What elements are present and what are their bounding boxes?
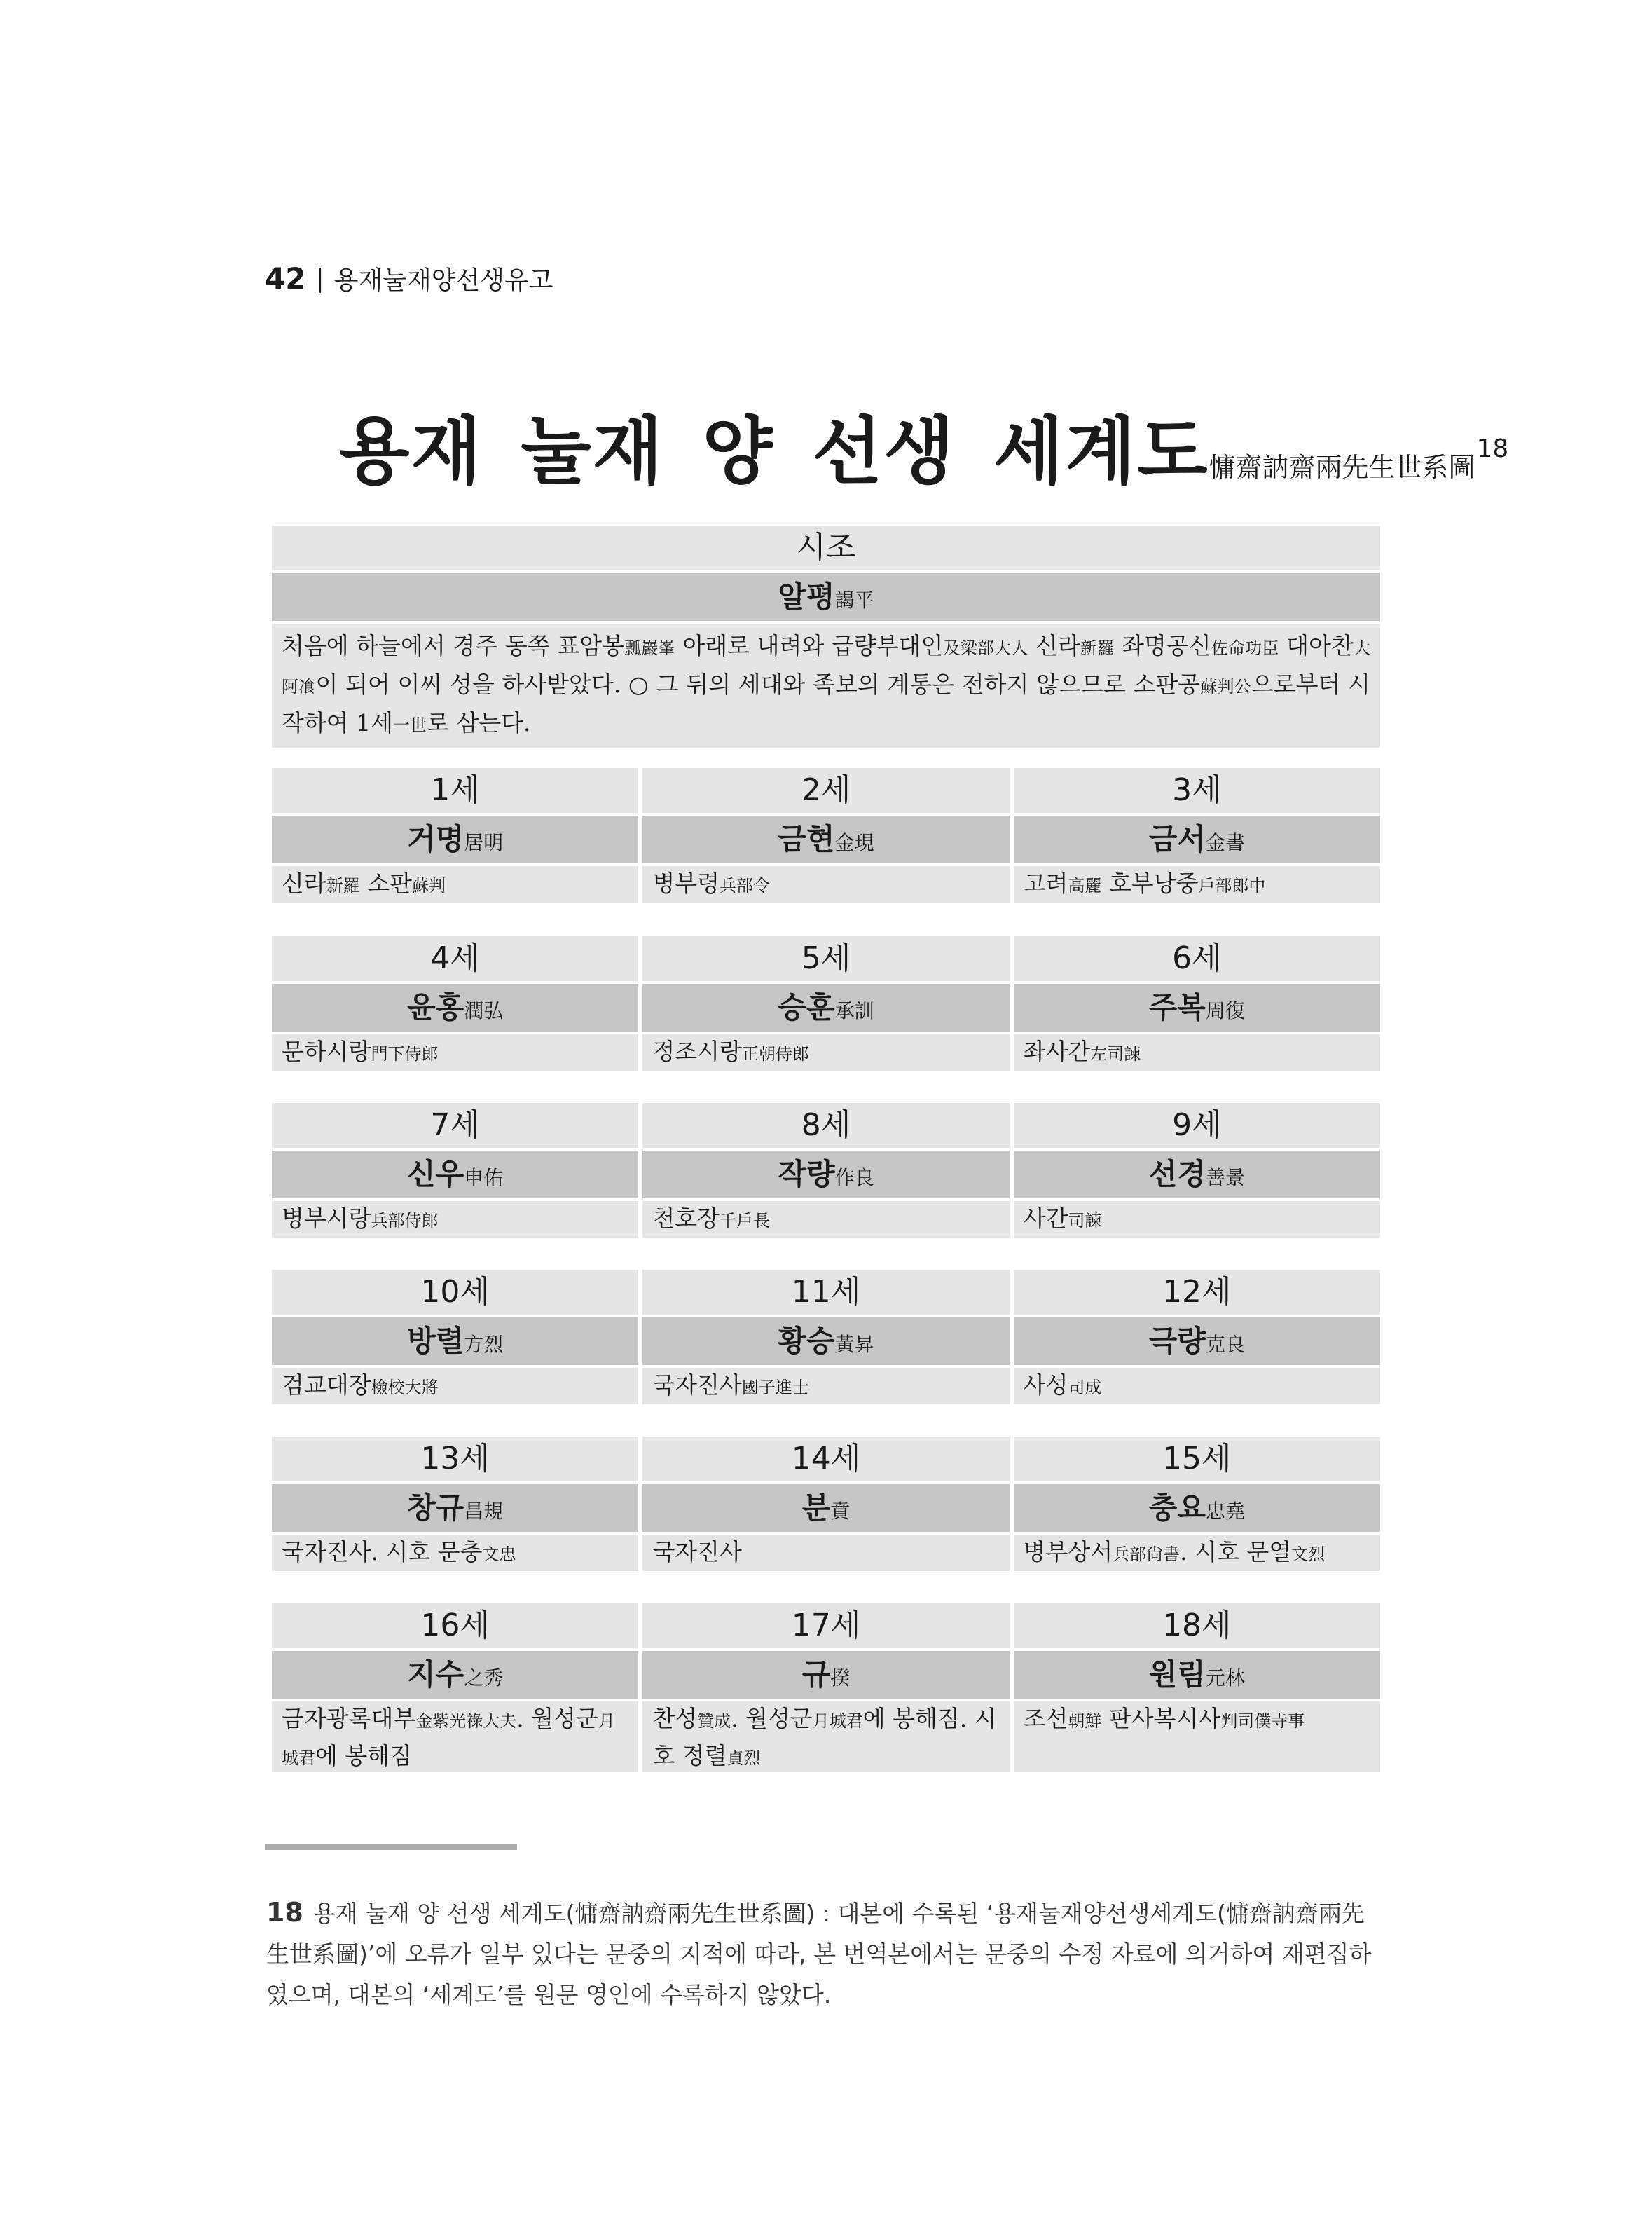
ancestor-description: [1014, 866, 1380, 903]
ancestor-name: 지수: [407, 1657, 464, 1692]
ancestor-name-hanja: 居明: [464, 831, 504, 854]
founder-description: 처음에 하늘에서 경주 동쪽 표암봉瓢巖峯 아래로 내려와 급량부대인及梁部大人 신라新羅 좌명공신佐命功臣 대아찬大阿飡이 되어 이씨 성을 하사받았다. ○ 그 뒤의 세대와 족보의 계통은 전하지 않으므로 소판공蘇判公으로부터 시작하여 1세一世로 삼는다.: [272, 624, 1380, 748]
ancestor-description: [1014, 1535, 1380, 1571]
office-text: 사성: [1023, 1371, 1068, 1399]
generation-row: [272, 1437, 1380, 1571]
ancestor-description: [272, 1034, 638, 1071]
office-text: 병부상서: [1023, 1538, 1113, 1565]
office-text: 국자진사: [652, 1371, 742, 1399]
office-hanja: 判司僕寺事: [1220, 1711, 1305, 1731]
office-text: 사간: [1023, 1205, 1068, 1232]
ancestor-name: 창규: [407, 1491, 464, 1525]
office-hanja: 高麗: [1068, 876, 1102, 896]
ancestor-name-hanja: 方烈: [464, 1333, 504, 1356]
ancestor-name: 신우: [407, 1157, 464, 1191]
office-hanja: 千戶長: [719, 1211, 770, 1231]
office-text: 검교대장: [282, 1371, 371, 1399]
office-text: . 월성군: [516, 1705, 598, 1732]
ancestor-description: [272, 1701, 638, 1772]
ancestor-name-cell: [642, 1317, 1009, 1365]
office-text: 국자진사: [652, 1538, 742, 1565]
office-hanja: 月城君: [282, 1711, 615, 1768]
running-header: [265, 261, 553, 296]
ancestor-description: [642, 1701, 1009, 1772]
page-title: [339, 392, 1508, 498]
ancestor-name-cell: [1014, 1484, 1380, 1532]
ancestor-name-cell: [1014, 1651, 1380, 1699]
generation-row: [272, 1603, 1380, 1772]
ancestor-description: [642, 1034, 1009, 1071]
generation-label: 7세: [272, 1103, 638, 1148]
ancestor-name-cell: [642, 816, 1009, 863]
generation-label: 2세: [642, 768, 1009, 813]
founder-label: 시조: [272, 526, 1380, 570]
ancestor-name-cell: [272, 1651, 638, 1699]
ancestor-name-cell: [1014, 1151, 1380, 1198]
ancestor-name-hanja: 金現: [834, 831, 874, 854]
ancestor-name: 충요: [1148, 1491, 1206, 1525]
ancestor-description: [1014, 1368, 1380, 1404]
footnote-text: 용재 눌재 양 선생 세계도(慵齋訥齋兩先生世系圖) : 대본에 수록된 ‘용재눌재양선생세계도(慵齋訥齋兩先生世系圖)’에 오류가 일부 있다는 문중의 지적에 따라, 본 번역본에서는 문중의 수정 자료에 의거하여 재편집하였으며, 대본의 ‘세계도’를 원문 영인에 수록하지 않았다.: [266, 1900, 1372, 2008]
office-hanja: 文烈: [1291, 1544, 1326, 1564]
ancestor-description: [1014, 1701, 1380, 1772]
title-hanja: 慵齋訥齋兩先生世系圖: [1209, 452, 1475, 483]
founder-name-hanja: 謁平: [834, 589, 874, 612]
ancestor-description: [272, 866, 638, 903]
footnote: [266, 1892, 1380, 2015]
ancestor-description: [272, 1368, 638, 1404]
title-footnote-ref: 18: [1476, 434, 1509, 463]
footnote-number: 18: [266, 1897, 303, 1928]
office-text: 소판: [359, 870, 413, 897]
ancestor-name-cell: [1014, 984, 1380, 1032]
ancestor-name-cell: [642, 1651, 1009, 1699]
ancestor-name-hanja: 金書: [1205, 831, 1245, 854]
generation-label: 5세: [642, 936, 1009, 981]
ancestor-description: [642, 866, 1009, 903]
office-hanja: 貞烈: [727, 1748, 761, 1768]
generation-label: 17세: [642, 1603, 1009, 1648]
office-text: 문하시랑: [282, 1038, 371, 1065]
generation-label: 8세: [642, 1103, 1009, 1148]
ancestor-name: 윤홍: [407, 990, 464, 1025]
generation-label: 16세: [272, 1603, 638, 1648]
ancestor-name-hanja: 元林: [1205, 1666, 1245, 1690]
ancestor-name-cell: [642, 1484, 1009, 1532]
office-text: . 월성군: [731, 1705, 813, 1732]
ancestor-name: 황승: [778, 1324, 835, 1358]
ancestor-name: 금현: [778, 822, 835, 856]
office-hanja: 金紫光祿大夫: [415, 1711, 517, 1731]
ancestor-name: 선경: [1148, 1157, 1206, 1191]
ancestor-name: 승훈: [778, 990, 835, 1025]
generation-row: [272, 768, 1380, 903]
office-hanja: 戶部郎中: [1198, 876, 1266, 896]
ancestor-name-hanja: 善景: [1205, 1166, 1245, 1189]
generation-label: 13세: [272, 1437, 638, 1481]
office-text: 신라: [282, 870, 326, 897]
generation-label: 4세: [272, 936, 638, 981]
ancestor-description: [272, 1535, 638, 1571]
office-hanja: 正朝侍郎: [741, 1044, 809, 1064]
ancestor-name-cell: [272, 984, 638, 1032]
office-text: 병부령: [652, 870, 720, 897]
office-hanja: 司成: [1068, 1378, 1102, 1397]
ancestor-name: 거명: [407, 822, 464, 856]
generation-label: 6세: [1014, 936, 1380, 981]
office-hanja: 新羅: [326, 876, 360, 896]
founder-name: 알평: [778, 580, 835, 614]
book-title: 용재눌재양선생유고: [333, 266, 553, 295]
ancestor-name-cell: [272, 1317, 638, 1365]
ancestor-description: [1014, 1034, 1380, 1071]
office-hanja: 國子進士: [741, 1378, 809, 1397]
office-text: 에 봉해짐. 시호 정렬: [652, 1705, 997, 1769]
office-text: 천호장: [652, 1205, 720, 1232]
ancestor-name-hanja: 潤弘: [464, 999, 504, 1022]
ancestor-name-hanja: 賁: [830, 1500, 851, 1523]
generation-label: 9세: [1014, 1103, 1380, 1148]
ancestor-description: [642, 1535, 1009, 1571]
ancestor-description: [1014, 1201, 1380, 1238]
office-text: 찬성: [652, 1705, 698, 1732]
ancestor-description: [272, 1201, 638, 1238]
office-text: 고려: [1023, 870, 1068, 897]
ancestor-name-hanja: 忠堯: [1205, 1500, 1245, 1523]
office-hanja: 司諫: [1068, 1211, 1102, 1231]
office-text: 국자진사. 시호 문충: [282, 1538, 483, 1565]
ancestor-name-hanja: 揆: [830, 1666, 851, 1690]
generation-label: 1세: [272, 768, 638, 813]
office-text: 좌사간: [1023, 1038, 1091, 1065]
office-text: 에 봉해짐: [315, 1742, 413, 1769]
ancestor-name-cell: [642, 984, 1009, 1032]
page-number: 42: [265, 261, 306, 296]
header-separator: |: [315, 264, 324, 293]
ancestor-name: 원림: [1148, 1657, 1206, 1692]
ancestor-name-hanja: 作良: [834, 1166, 874, 1189]
ancestor-name-hanja: 昌規: [464, 1500, 504, 1523]
office-text: 호부낭중: [1101, 870, 1199, 897]
office-hanja: 贊成: [697, 1711, 731, 1731]
ancestor-name-cell: [272, 816, 638, 863]
generation-label: 11세: [642, 1270, 1009, 1315]
footnote-rule: [265, 1844, 517, 1850]
office-hanja: 左司諫: [1090, 1044, 1141, 1064]
office-text: 조선: [1023, 1705, 1068, 1732]
office-hanja: 門下侍郎: [371, 1044, 439, 1064]
title-korean: 용재 눌재 양 선생 세계도: [339, 409, 1209, 494]
generation-label: 14세: [642, 1437, 1009, 1481]
ancestor-name-hanja: 之秀: [464, 1666, 504, 1690]
ancestor-name-hanja: 黃昇: [834, 1333, 874, 1356]
founder-name-cell: [272, 573, 1380, 621]
ancestor-name: 주복: [1148, 990, 1206, 1025]
ancestor-name: 방렬: [407, 1324, 464, 1358]
office-hanja: 朝鮮: [1068, 1711, 1102, 1731]
office-hanja: 兵部侍郎: [371, 1211, 439, 1231]
ancestor-name: 금서: [1148, 822, 1206, 856]
ancestor-name-cell: [642, 1151, 1009, 1198]
ancestor-description: [642, 1368, 1009, 1404]
office-hanja: 文忠: [482, 1544, 516, 1564]
generation-row: [272, 1103, 1380, 1238]
generation-label: 18세: [1014, 1603, 1380, 1648]
office-text: 판사복시사: [1101, 1705, 1221, 1732]
ancestor-name-hanja: 克良: [1205, 1333, 1245, 1356]
office-hanja: 兵部尙書: [1113, 1544, 1181, 1564]
generation-label: 12세: [1014, 1270, 1380, 1315]
office-text: 병부시랑: [282, 1205, 371, 1232]
ancestor-name-hanja: 周復: [1205, 999, 1245, 1022]
ancestor-description: [642, 1201, 1009, 1238]
generation-row: [272, 1270, 1380, 1404]
office-hanja: 兵部令: [719, 876, 770, 896]
office-text: 정조시랑: [652, 1038, 742, 1065]
office-text: . 시호 문열: [1180, 1538, 1292, 1565]
office-hanja: 蘇判: [412, 876, 446, 896]
generation-label: 3세: [1014, 768, 1380, 813]
ancestor-name: 규: [801, 1657, 831, 1692]
ancestor-name: 극량: [1148, 1324, 1206, 1358]
ancestor-name-cell: [1014, 1317, 1380, 1365]
ancestor-name: 작량: [778, 1157, 835, 1191]
ancestor-name-cell: [272, 1484, 638, 1532]
ancestor-name-hanja: 承訓: [834, 999, 874, 1022]
office-text: 금자광록대부: [282, 1705, 416, 1732]
generation-row: [272, 936, 1380, 1071]
generation-label: 15세: [1014, 1437, 1380, 1481]
ancestor-name-cell: [272, 1151, 638, 1198]
ancestor-name-hanja: 申佑: [464, 1166, 504, 1189]
office-hanja: 檢校大將: [371, 1378, 439, 1397]
founder-block: [272, 526, 1380, 748]
generation-label: 10세: [272, 1270, 638, 1315]
ancestor-name: 분: [801, 1491, 831, 1525]
ancestor-name-cell: [1014, 816, 1380, 863]
office-hanja: 月城君: [812, 1711, 863, 1731]
